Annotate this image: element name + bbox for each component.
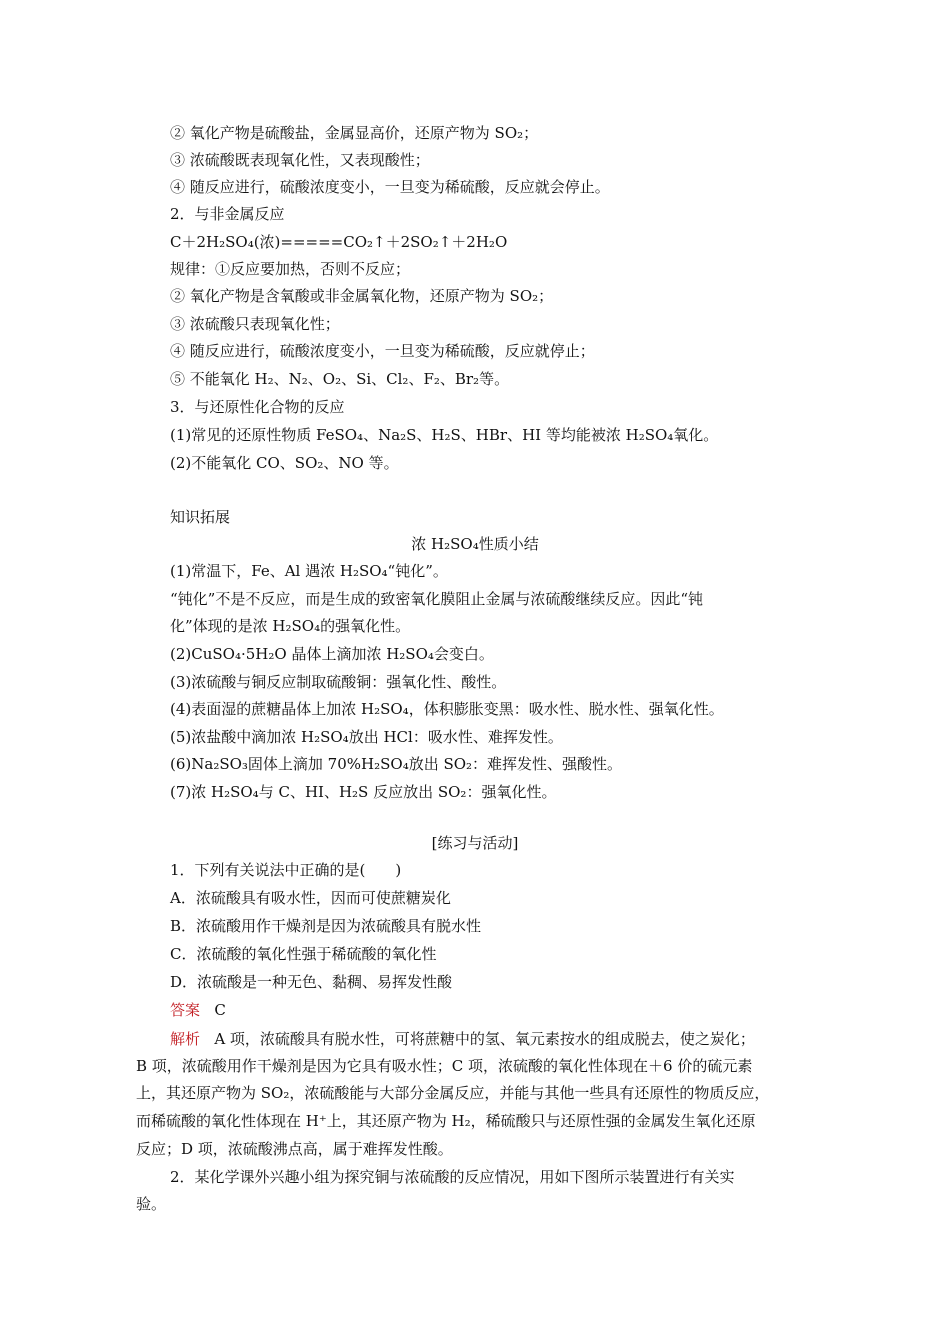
text-line: (1)常温下，Fe、Al 遇浓 H₂SO₄“钝化”。 [170,562,448,580]
analysis-line: 而稀硫酸的氧化性体现在 H⁺上，其还原产物为 H₂，稀硫酸只与还原性强的金属发生氧化还原 [136,1112,756,1130]
option-b: B．浓硫酸用作干燥剂是因为浓硫酸具有脱水性 [170,917,482,935]
analysis-line [170,1028,830,1050]
text-line: ④ 随反应进行，硫酸浓度变小，一旦变为稀硫酸，反应就停止； [170,342,595,360]
text-line: ② 氧化产物是硫酸盐，金属显高价，还原产物为 SO₂； [170,124,539,142]
analysis-line: 上，其还原产物为 SO₂，浓硫酸能与大部分金属反应，并能与其他一些具有还原性的物质反应， [136,1084,770,1102]
text-line: ② 氧化产物是含氧酸或非金属氧化物，还原产物为 SO₂； [170,287,554,305]
text-line: (6)Na₂SO₃固体上滴加 70%H₂SO₄放出 SO₂：难挥发性、强酸性。 [170,755,623,773]
text-line: ③ 浓硫酸既表现氧化性，又表现酸性； [170,151,430,169]
text-line: (2)CuSO₄·5H₂O 晶体上滴加浓 H₂SO₄会变白。 [170,645,494,663]
text-line: ⑤ 不能氧化 H₂、N₂、O₂、Si、Cl₂、F₂、Br₂等。 [170,370,510,388]
text-line: (7)浓 H₂SO₄与 C、HI、H₂S 反应放出 SO₂：强氧化性。 [170,783,557,801]
section-heading: 3．与还原性化合物的反应 [170,398,345,416]
analysis-label: 解析 [170,1030,201,1048]
summary-title: 浓 H₂SO₄性质小结 [411,535,539,553]
text-line: (3)浓硫酸与铜反应制取硫酸铜：强氧化性、酸性。 [170,673,507,691]
text-line: (2)不能氧化 CO、SO₂、NO 等。 [170,454,399,472]
knowledge-heading: 知识拓展 [170,508,231,526]
question-2: 2．某化学课外兴趣小组为探究铜与浓硫酸的反应情况，用如下图所示装置进行有关实 [170,1168,735,1186]
section-heading: 2．与非金属反应 [170,205,285,223]
text-line: (5)浓盐酸中滴加浓 H₂SO₄放出 HCl：吸水性、难挥发性。 [170,728,563,746]
question-1: 1．下列有关说法中正确的是( ) [170,861,402,879]
answer-value: C [214,1001,226,1019]
analysis-line: 反应；D 项，浓硫酸沸点高，属于难挥发性酸。 [136,1140,453,1158]
exercise-title: [练习与活动] [431,834,519,852]
text-line: ③ 浓硫酸只表现氧化性； [170,315,340,333]
answer-line [170,999,830,1021]
text-line: ④ 随反应进行，硫酸浓度变小，一旦变为稀硫酸，反应就会停止。 [170,178,610,196]
text-line: 化”体现的是浓 H₂SO₄的强氧化性。 [170,617,411,635]
question-2-cont: 验。 [136,1195,167,1213]
answer-label: 答案 [170,1001,201,1019]
option-a: A．浓硫酸具有吸水性，因而可使蔗糖炭化 [170,889,451,907]
option-c: C．浓硫酸的氧化性强于稀硫酸的氧化性 [170,945,437,963]
text-line: “钝化”不是不反应，而是生成的致密氧化膜阻止金属与浓硫酸继续反应。因此“钝 [170,590,704,608]
chemical-equation: C＋2H₂SO₄(浓)=====CO₂↑＋2SO₂↑＋2H₂O [170,233,508,251]
option-d: D．浓硫酸是一种无色、黏稠、易挥发性酸 [170,973,453,991]
text-line: (1)常见的还原性物质 FeSO₄、Na₂S、H₂S、HBr、HI 等均能被浓 H₂SO₄氧化。 [170,426,719,444]
analysis-line: B 项，浓硫酸用作干燥剂是因为它具有吸水性；C 项，浓硫酸的氧化性体现在＋6 价的硫元素 [136,1057,753,1075]
text-line: 规律：①反应要加热，否则不反应； [170,260,411,278]
text-line: (4)表面湿的蔗糖晶体上加浓 H₂SO₄，体积膨胀变黑：吸水性、脱水性、强氧化性。 [170,700,724,718]
analysis-text: A 项，浓硫酸具有脱水性，可将蔗糖中的氢、氧元素按水的组成脱去，使之炭化； [214,1030,755,1048]
